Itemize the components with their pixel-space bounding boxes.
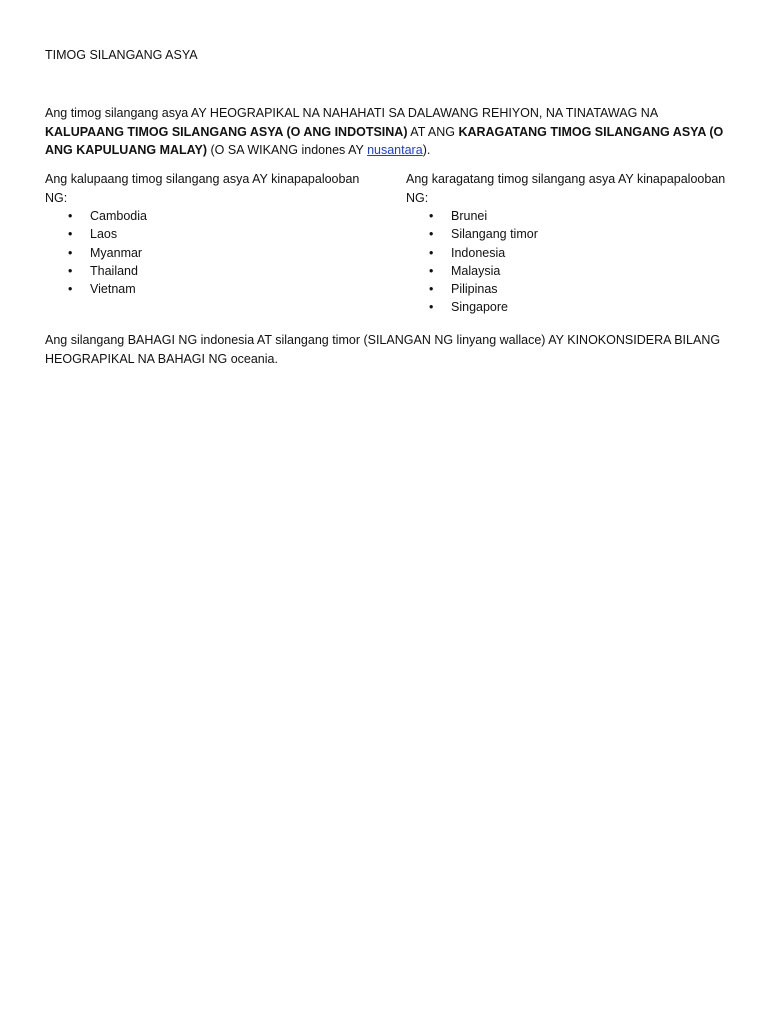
bullet-icon: • — [429, 300, 434, 315]
list-item — [45, 262, 375, 280]
country-name: Silangang timor — [451, 227, 538, 242]
maritime-column — [406, 170, 726, 317]
bullet-icon: • — [429, 263, 434, 278]
bullet-icon: • — [429, 227, 434, 242]
intro-bold-maritime: KARAGATANG TIMOG SILANGANG ASYA (O ANG KAPULUANG MALAY) — [45, 124, 724, 157]
intro-text-4: ). — [422, 143, 431, 157]
closing-paragraph: Ang silangang BAHAGI NG indonesia AT silangang timor (SILANGAN NG linyang wallace) AY KINOKONSIDERA BILANG HEOGRAPIKAL NA BAHAGI NG oceania. — [45, 333, 721, 366]
mainland-heading: Ang kalupaang timog silangang asya AY kinapapalooban NG: — [45, 172, 360, 205]
bullet-icon: • — [68, 245, 73, 260]
list-item — [406, 262, 726, 280]
list-item — [406, 225, 726, 243]
list-item — [406, 207, 726, 225]
country-name: Myanmar — [90, 245, 143, 260]
intro-bold-mainland: KALUPAANG TIMOG SILANGANG ASYA (O ANG INDOTSINA) — [45, 124, 408, 139]
document-title: TIMOG SILANGANG ASYA — [45, 48, 198, 62]
mainland-country-list — [45, 207, 375, 298]
country-name: Malaysia — [451, 263, 501, 278]
bullet-icon: • — [429, 282, 434, 297]
country-name: Vietnam — [90, 282, 136, 297]
country-name: Indonesia — [451, 245, 506, 260]
intro-text-1: Ang timog silangang asya AY HEOGRAPIKAL NA NAHAHATI SA DALAWANG REHIYON, NA TINATAWAG NA — [45, 106, 658, 120]
country-name: Thailand — [90, 263, 138, 278]
maritime-country-list — [406, 207, 726, 317]
maritime-heading: Ang karagatang timog silangang asya AY kinapapalooban NG: — [406, 172, 726, 205]
list-item — [45, 244, 375, 262]
bullet-icon: • — [68, 227, 73, 242]
bullet-icon: • — [68, 282, 73, 297]
bullet-icon: • — [429, 245, 434, 260]
country-name: Pilipinas — [451, 282, 498, 297]
intro-text-3: (O SA WIKANG indones AY — [207, 143, 368, 157]
list-item — [406, 280, 726, 298]
intro-paragraph — [45, 104, 725, 160]
country-name: Brunei — [451, 209, 488, 223]
list-item — [45, 225, 375, 243]
list-item — [406, 298, 726, 316]
mainland-column — [45, 170, 375, 298]
bullet-icon: • — [68, 263, 73, 278]
country-name: Laos — [90, 227, 118, 242]
bullet-icon: • — [68, 209, 73, 223]
country-name: Cambodia — [90, 209, 147, 223]
bullet-icon: • — [429, 209, 434, 223]
list-item — [45, 280, 375, 298]
intro-text-2: AT ANG — [407, 124, 459, 139]
list-item — [45, 207, 375, 225]
nusantara-link[interactable]: nusantara — [367, 143, 423, 157]
country-name: Singapore — [451, 300, 508, 315]
list-item — [406, 244, 726, 262]
